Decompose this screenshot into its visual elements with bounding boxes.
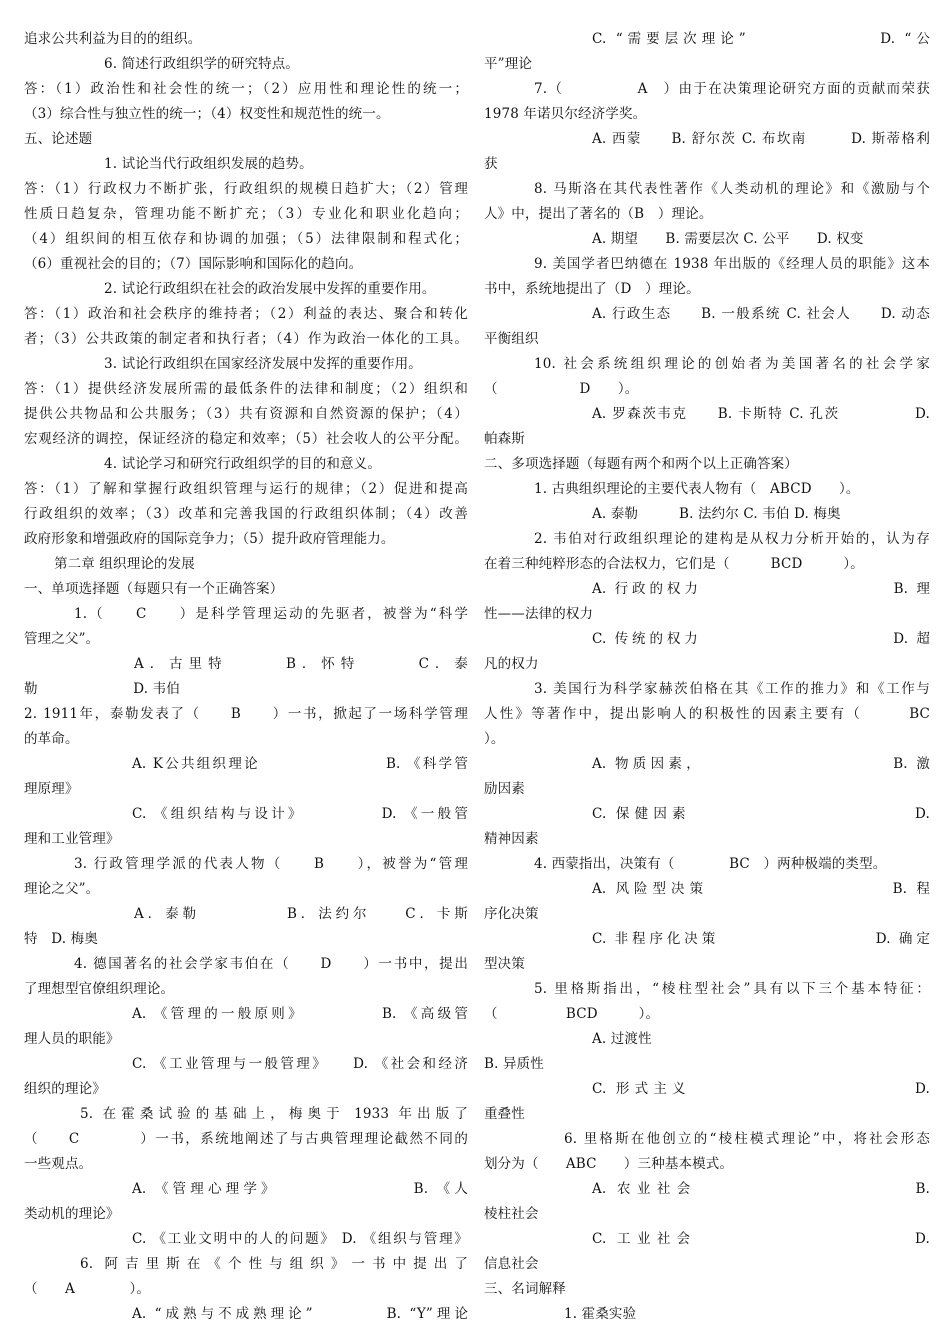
left-column-line-49: C. 《工业文明中的人的问题》 D. 《组织与管理》 <box>132 1231 468 1247</box>
right-column-line-28: 人性》等著作中，提出影响人的积极性的因素主要有（ BC <box>484 706 930 722</box>
left-column-line-14: 3. 试论行政组织在国家经济发展中发挥的重要作用。 <box>104 356 422 372</box>
left-column-line-27: 勒 D. 韦伯 <box>24 681 180 697</box>
right-column-line-3: 7.（ A ）由于在决策理论研究方面的贡献而荣获 <box>534 81 930 97</box>
left-column-line-8: 性质日趋复杂，管理功能不断扩充；（3）专业化和职业化趋向； <box>24 206 468 222</box>
left-column-line-46: 一些观点。 <box>24 1156 93 1172</box>
right-column-line-37: C. 非程序化决策 D. 确定 <box>592 931 930 947</box>
left-column-line-34: 3. 行政管理学派的代表人物（ B ），被誉为“管理 <box>74 856 468 872</box>
left-column-line-37: 特 D. 梅奥 <box>24 931 98 947</box>
left-column-line-12: 答：（1）政治和社会秩序的维持者；（2）利益的表达、聚合和转化 <box>24 306 468 322</box>
left-column-line-36: A．泰勒 B．法约尔 C．卡斯 <box>134 906 468 922</box>
right-column-line-25: C. 传统的权力 D. 超 <box>592 631 930 647</box>
right-column-line-15: （ D ）。 <box>484 381 639 397</box>
right-column-line-19: 1. 古典组织理论的主要代表人物有（ ABCD ）。 <box>534 481 860 497</box>
right-column-line-23: A. 行政的权力 B. 理 <box>592 581 930 597</box>
left-column-line-15: 答：（1）提供经济发展所需的最低条件的法律和制度；（2）组织和 <box>24 381 468 397</box>
right-column-line-50: 信息社会 <box>484 1256 539 1272</box>
left-column-line-19: 答：（1）了解和掌握行政组织管理与运行的规律；（2）促进和提高 <box>24 481 468 497</box>
left-column-line-33: 理和工业管理》 <box>24 831 120 847</box>
right-column-line-39: 5. 里格斯指出，“棱柱型社会”具有以下三个基本特征： <box>534 981 930 997</box>
left-column-line-40: A. 《管理的一般原则》 B. 《高级管 <box>132 1006 468 1022</box>
right-column-line-5: A. 西蒙 B. 舒尔茨 C. 布坎南 D. 斯蒂格利 <box>592 131 930 147</box>
left-column-line-13: 者；（3）公共政策的制定者和执行者；（4）作为政治一体化的工具。 <box>24 331 468 347</box>
right-column-line-46: 划分为（ ABC ）三种基本模式。 <box>484 1156 734 1172</box>
right-column-line-29: ）。 <box>484 731 505 747</box>
left-column-line-47: A. 《管理心理学》 B. 《人 <box>132 1181 468 1197</box>
right-column-line-7: 8. 马斯洛在其代表性著作《人类动机的理论》和《激励与个 <box>534 181 930 197</box>
right-column-line-2: 平”理论 <box>484 56 533 72</box>
left-column-line-22: 第二章 组织理论的发展 <box>54 556 195 572</box>
right-column-line-51: 三、名词解释 <box>484 1281 566 1297</box>
left-column-line-20: 行政组织的效率；（3）改革和完善我国的行政组织体制；（4）改善 <box>24 506 468 522</box>
left-column-line-3: 答：（1）政治性和社会性的统一；（2）应用性和理论性的统一； <box>24 81 468 97</box>
right-column <box>484 27 930 1327</box>
left-column-line-32: C. 《组织结构与设计》 D. 《一般管 <box>132 806 468 822</box>
left-column-line-5: 五、论述题 <box>24 131 93 147</box>
left-column-line-7: 答：（1）行政权力不断扩张，行政组织的规模日趋扩大；（2）管理 <box>24 181 468 197</box>
left-column-line-2: 6. 简述行政组织学的研究特点。 <box>104 56 300 72</box>
right-column-line-8: 人》中，提出了著名的（B ）理论。 <box>484 206 713 222</box>
right-column-line-4: 1978 年诺贝尔经济学奖。 <box>484 106 647 122</box>
right-column-line-20: A. 泰勒 B. 法约尔 C. 韦伯 D. 梅奥 <box>592 506 841 522</box>
left-column-line-4: （3）综合性与独立性的统一；（4）权变性和规范性的统一。 <box>24 106 390 122</box>
right-column-line-38: 型决策 <box>484 956 525 972</box>
left-column-line-18: 4. 试论学习和研究行政组织学的目的和意义。 <box>104 456 381 472</box>
right-column-line-35: A. 风险型决策 B. 程 <box>592 881 930 897</box>
left-column-line-30: A. K公共组织理论 B. 《科学管 <box>132 756 468 772</box>
right-column-line-47: A. 农业社会 B. <box>592 1181 930 1197</box>
right-column-line-11: 书中，系统地提出了（D ）理论。 <box>484 281 700 297</box>
left-column-line-1: 追求公共利益为目的的组织。 <box>24 31 202 47</box>
right-column-line-34: 4. 西蒙指出，决策有（ BC ）两种极端的类型。 <box>534 856 887 872</box>
left-column-line-52: A. “成熟与不成熟理论” B. “Y”理论 <box>132 1306 468 1322</box>
left-column-line-39: 了理想型官僚组织理论。 <box>24 981 175 997</box>
right-column-line-22: 在着三种纯粹形态的合法权力，它们是（ BCD ）。 <box>484 556 864 572</box>
right-column-line-52: 1. 霍桑实验 <box>564 1306 637 1322</box>
right-column-line-41: A. 过渡性 <box>592 1031 652 1047</box>
right-column-line-6: 获 <box>484 156 498 172</box>
left-column-line-45: （ C ）一书，系统地阐述了与古典管理理论截然不同的 <box>24 1131 468 1147</box>
left-column-line-25: 管理之父”。 <box>24 631 100 647</box>
left-column-line-23: 一、单项选择题（每题只有一个正确答案） <box>24 581 284 597</box>
right-column-line-14: 10. 社会系统组织理论的创始者为美国著名的社会学家 <box>534 356 930 372</box>
right-column-line-36: 序化决策 <box>484 906 539 922</box>
right-column-line-18: 二、多项选择题（每题有两个和两个以上正确答案） <box>484 456 798 472</box>
right-column-line-32: C. 保健因素 D. <box>592 806 930 822</box>
right-column-line-42: B. 异质性 <box>484 1056 544 1072</box>
right-column-line-40: （ BCD ）。 <box>484 1006 660 1022</box>
left-column-line-44: 5. 在霍桑试验的基础上，梅奥于 1933 年出版了 <box>80 1106 468 1122</box>
left-column-line-21: 政府形象和增强政府的国际竞争力；（5）提升政府管理能力。 <box>24 531 395 547</box>
left-column-line-11: 2. 试论行政组织在社会的政治发展中发挥的重要作用。 <box>104 281 436 297</box>
left-column-line-42: C. 《工业管理与一般管理》 D. 《社会和经济 <box>132 1056 468 1072</box>
left-column-line-17: 宏观经济的调控，保证经济的稳定和效率；（5）社会收人的公平分配。 <box>24 431 468 447</box>
left-column-line-35: 理论之父”。 <box>24 881 100 897</box>
left-column-line-48: 类动机的理论》 <box>24 1206 120 1222</box>
right-column-line-26: 凡的权力 <box>484 656 539 672</box>
right-column-line-16: A. 罗森茨韦克 B. 卡斯特 C. 孔茨 D. <box>592 406 930 422</box>
right-column-line-21: 2. 韦伯对行政组织理论的建构是从权力分析开始的，认为存 <box>534 531 930 547</box>
left-column-line-51: （ A ）。 <box>24 1281 150 1297</box>
left-column-line-41: 理人员的职能》 <box>24 1031 120 1047</box>
left-column-line-31: 理原理》 <box>24 781 79 797</box>
right-column-line-43: C. 形式主义 D. <box>592 1081 930 1097</box>
left-column-line-43: 组织的理论》 <box>24 1081 106 1097</box>
left-column-line-29: 的革命。 <box>24 731 79 747</box>
right-column-line-1: C. “需要层次理论” D. “公 <box>592 31 930 47</box>
right-column-line-48: 棱柱社会 <box>484 1206 539 1222</box>
right-column-line-9: A. 期望 B. 需要层次 C. 公平 D. 权变 <box>592 231 864 247</box>
right-column-line-13: 平衡组织 <box>484 331 539 347</box>
left-column-line-38: 4. 德国著名的社会学家韦伯在（ D ）一书中，提出 <box>74 956 468 972</box>
left-column <box>24 27 468 1327</box>
left-column-line-9: （4）组织间的相互依存和协调的加强；（5）法律限制和程式化； <box>24 231 468 247</box>
right-column-line-49: C. 工业社会 D. <box>592 1231 930 1247</box>
left-column-line-24: 1.（ C ）是科学管理运动的先驱者，被誉为“科学 <box>74 606 468 622</box>
right-column-line-12: A. 行政生态 B. 一般系统 C. 社会人 D. 动态 <box>592 306 930 322</box>
right-column-line-17: 帕森斯 <box>484 431 525 447</box>
left-column-line-50: 6. 阿吉里斯在《个性与组织》一书中提出了 <box>80 1256 468 1272</box>
left-column-line-16: 提供公共物品和公共服务；（3）共有资源和自然资源的保护；（4） <box>24 406 468 422</box>
right-column-line-24: 性——法律的权力 <box>484 606 594 622</box>
right-column-line-27: 3. 美国行为科学家赫茨伯格在其《工作的推力》和《工作与 <box>534 681 930 697</box>
right-column-line-44: 重叠性 <box>484 1106 525 1122</box>
right-column-line-45: 6. 里格斯在他创立的“棱柱模式理论”中，将社会形态 <box>564 1131 930 1147</box>
left-column-line-26: A．古里特 B．怀特 C．泰 <box>134 656 468 672</box>
left-column-line-28: 2. 1911年，泰勒发表了（ B ）一书，掀起了一场科学管理 <box>24 706 468 722</box>
left-column-line-6: 1. 试论当代行政组织发展的趋势。 <box>104 156 313 172</box>
right-column-line-31: 励因素 <box>484 781 525 797</box>
right-column-line-33: 精神因素 <box>484 831 539 847</box>
right-column-line-30: A. 物质因素， B. 激 <box>592 756 930 772</box>
left-column-line-10: （6）重视社会的目的；（7）国际影响和国际化的趋向。 <box>24 256 363 272</box>
right-column-line-10: 9. 美国学者巴纳德在 1938 年出版的《经理人员的职能》这本 <box>534 256 930 272</box>
